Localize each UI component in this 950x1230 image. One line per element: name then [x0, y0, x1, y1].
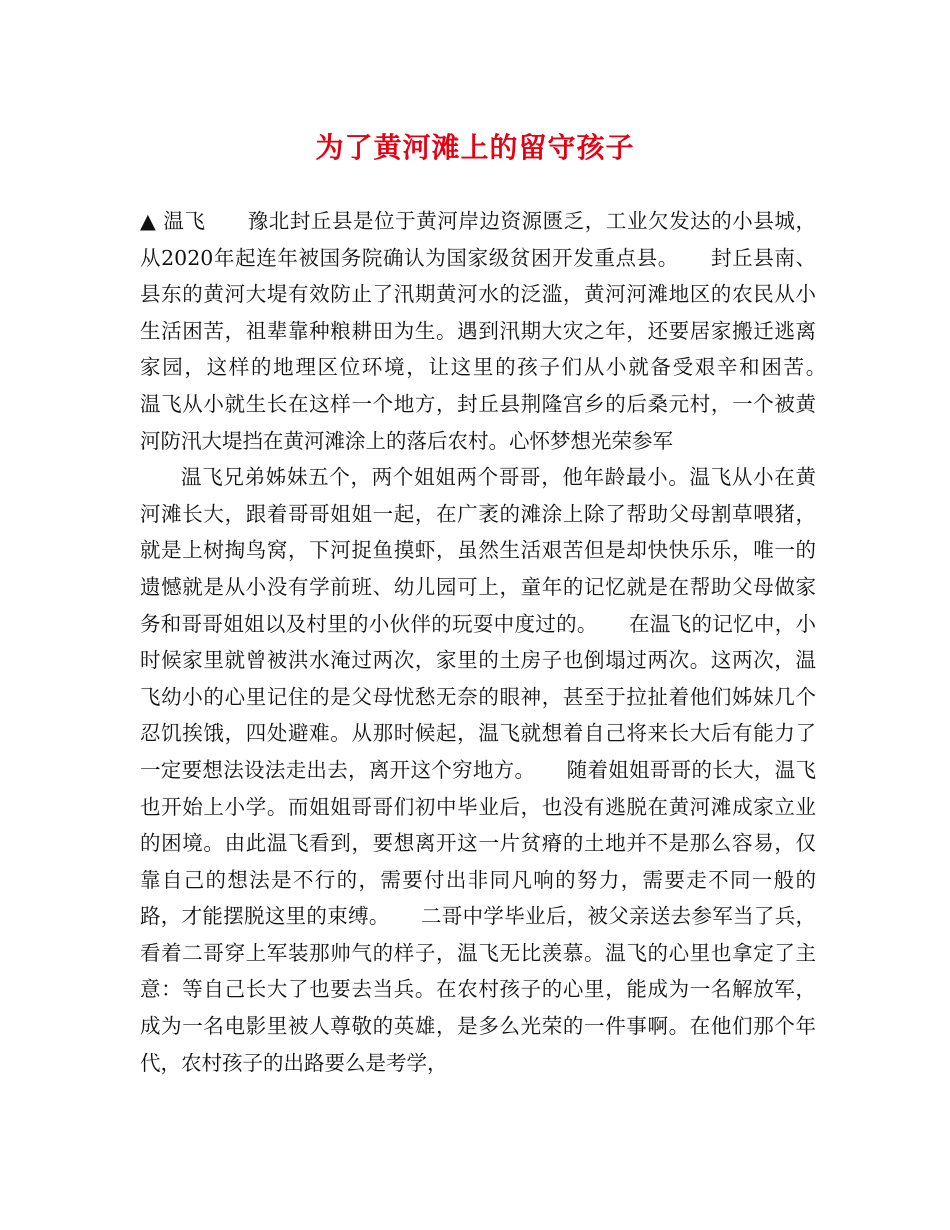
paragraph-intro: ▲ 温飞 豫北封丘县是位于黄河岸边资源匮乏，工业欠发达的小县城，从2020年起连年被国务院确认为国家级贫困开发重点县。 封丘县南、县东的黄河大堤有效防止了汛期黄河水的泛滥，黄河河滩地区的农民从小生活困苦，祖辈靠种粮耕田为生。遇到汛期大灾之年，还要居家搬迁逃离家园，这样的地理区位环境，让这里的孩子们从小就备受艰辛和困苦。 温飞从小就生长在这样一个地方，封丘县荆隆宫乡的后桑元村，一个被黄河防汛大堤挡在黄河滩涂上的落后农村。心怀梦想光荣参军 — [140, 209, 857, 453]
paragraph-childhood: 温飞兄弟姊妹五个，两个姐姐两个哥哥，他年龄最小。温飞从小在黄河滩长大，跟着哥哥姐姐一起，在广袤的滩涂上除了帮助父母割草喂猪，就是上树掏鸟窝，下河捉鱼摸虾，虽然生活艰苦但是却快快乐乐，唯一的遗憾就是从小没有学前班、幼儿园可上，童年的记忆就是在帮助父母做家务和哥哥姐姐以及村里的小伙伴的玩耍中度过的。 在温飞的记忆中，小时候家里就曾被洪水淹过两次，家里的土房子也倒塌过两次。这两次，温飞幼小的心里记住的是父母忧愁无奈的眼神，甚至于拉扯着他们姊妹几个忍饥挨饿，四处避难。从那时候起，温飞就想着自己将来长大后有能力了一定要想法设法走出去，离开这个穷地方。 随着姐姐哥哥的长大，温飞也开始上小学。而姐姐哥哥们初中毕业后，也没有逃脱在黄河滩成家立业的困境。由此温飞看到，要想离开这一片贫瘠的土地并不是那么容易，仅靠自己的想法是不行的，需要付出非同凡响的努力，需要走不同一般的路，才能摆脱这里的束缚。 二哥中学毕业后，被父亲送去参军当了兵，看着二哥穿上军装那帅气的样子，温飞无比羡慕。温飞的心里也拿定了主意：等自己长大了也要去当兵。在农村孩子的心里，能成为一名解放军，成为一名电影里被人尊敬的英雄，是多么光荣的一件事啊。在他们那个年代，农村孩子的出路要么是考学， — [140, 465, 816, 1075]
document-title: 为了黄河滩上的留守孩子 — [315, 131, 635, 164]
document-body — [140, 203, 857, 1081]
